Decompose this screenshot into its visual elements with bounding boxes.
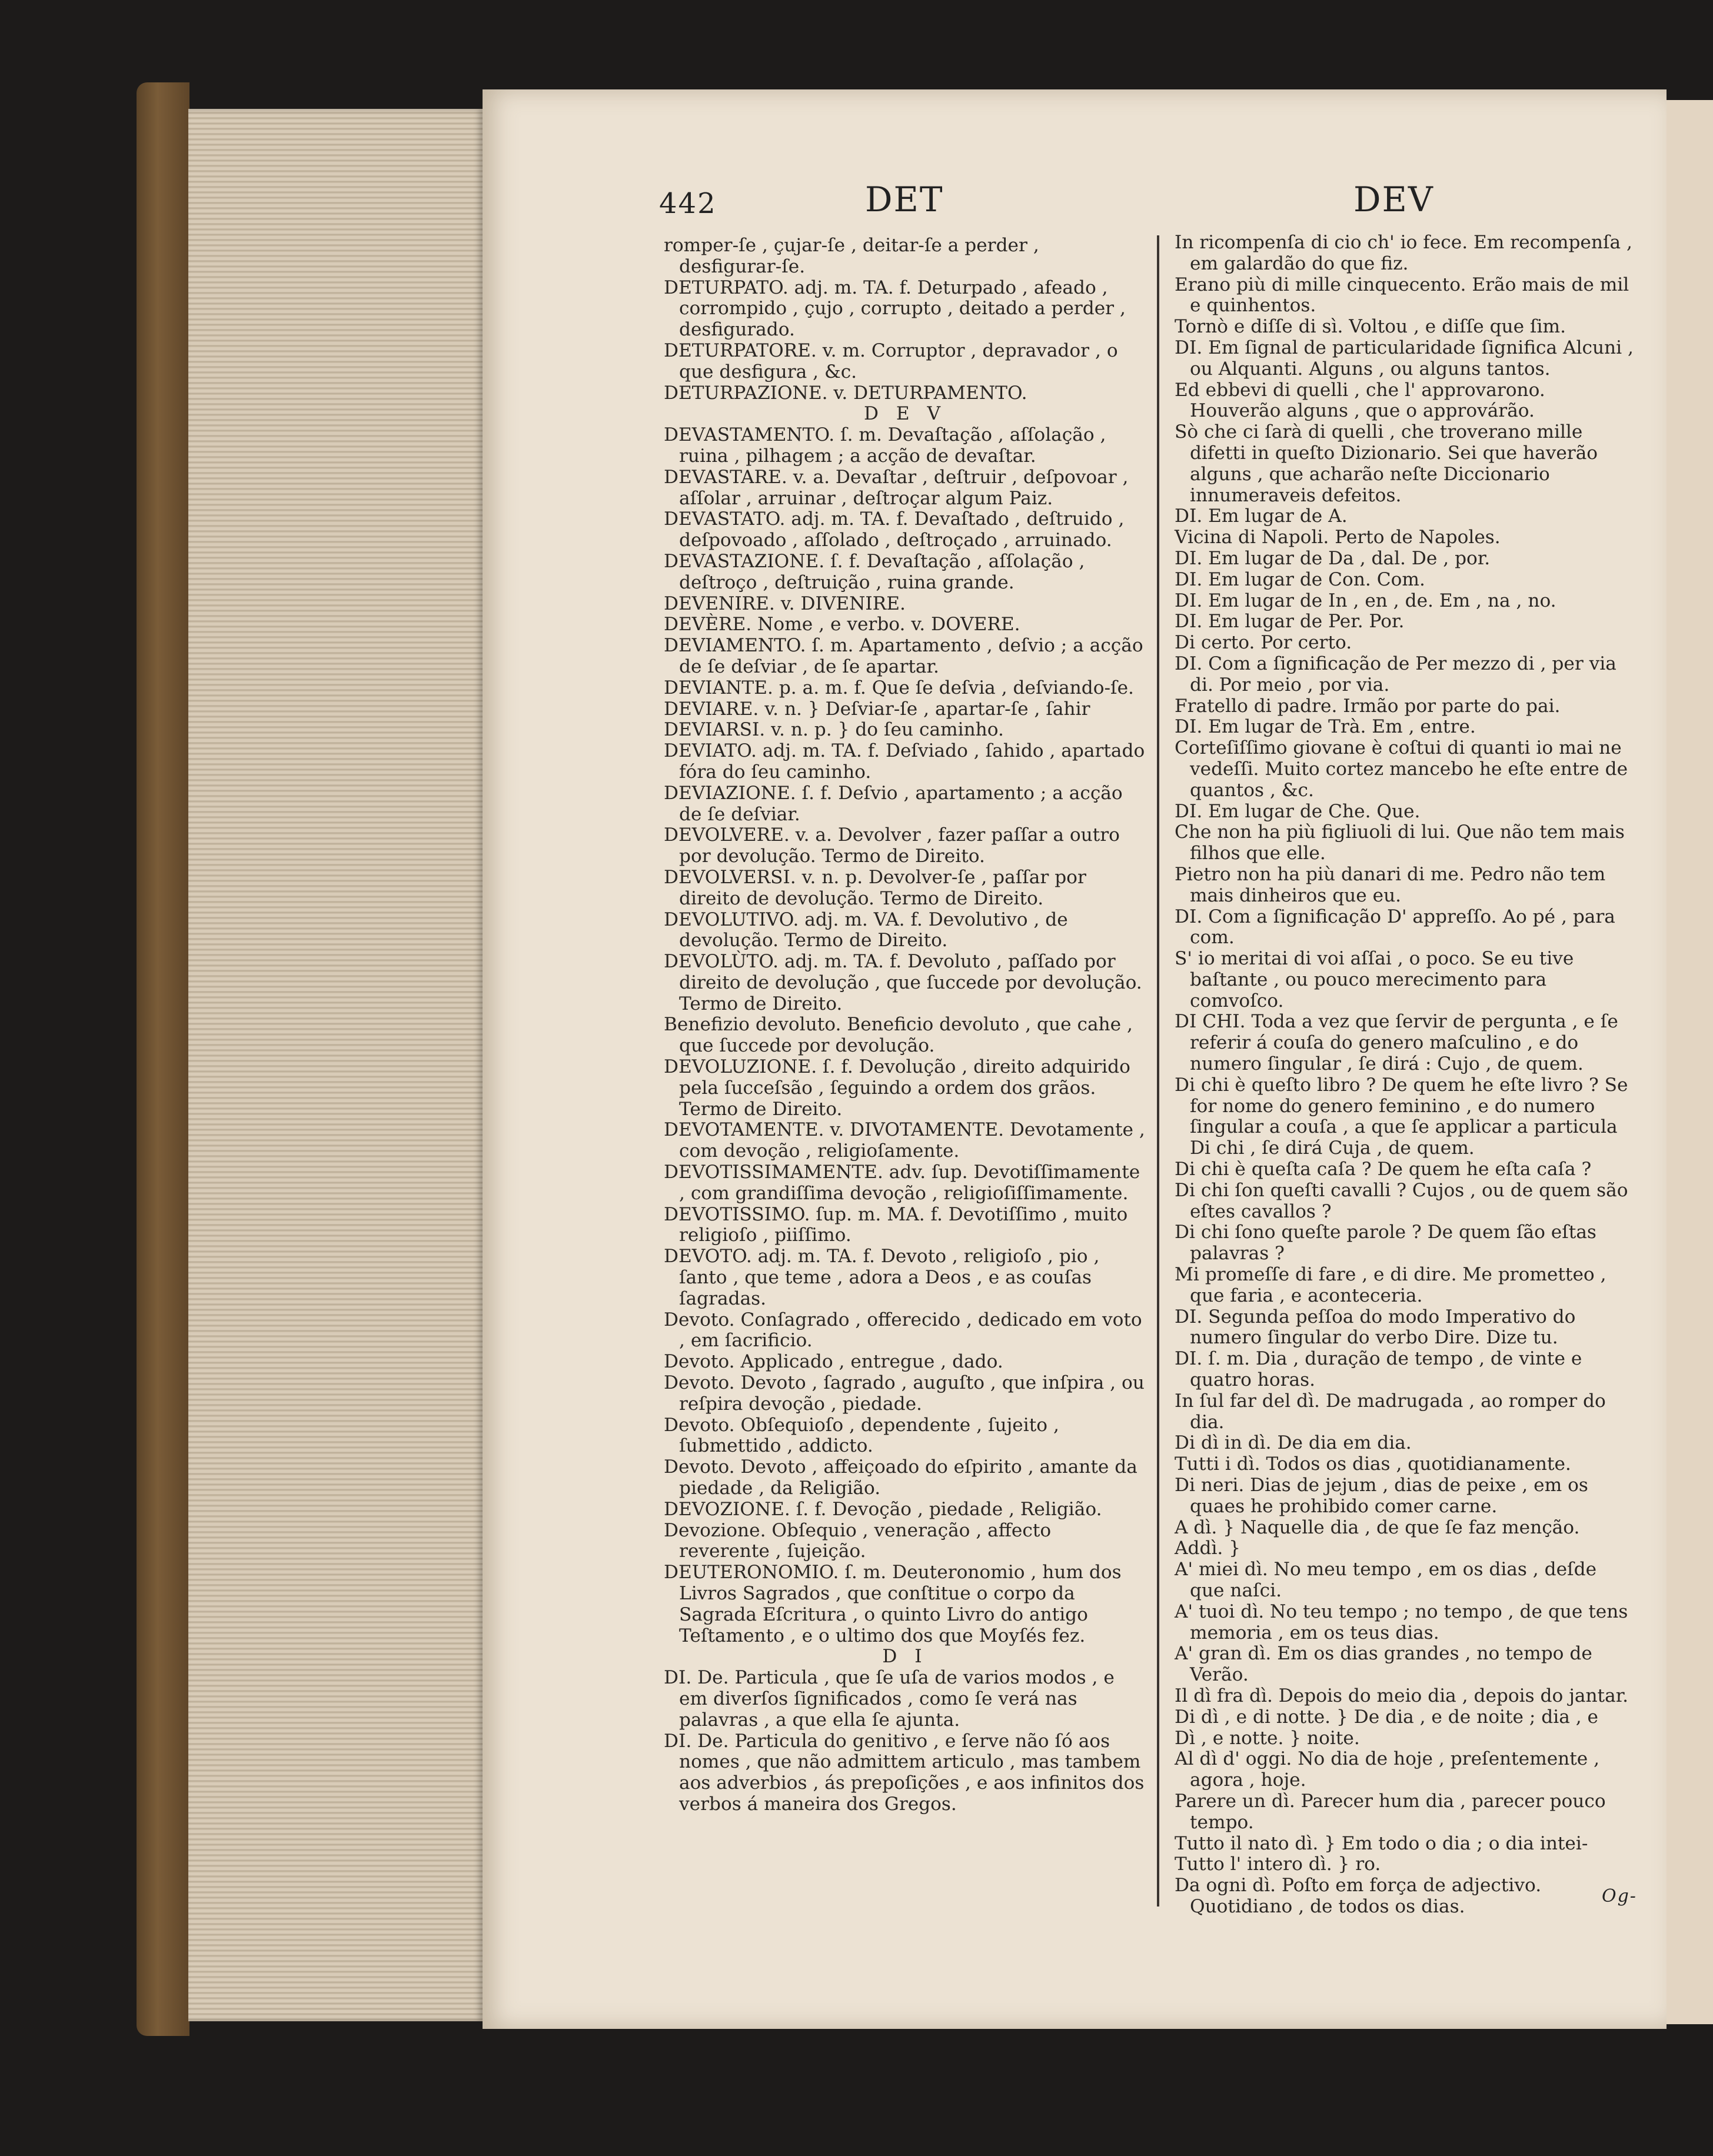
entry-line: DEVENIRE. v. DIVENIRE.: [664, 593, 906, 614]
entry-line: Dì , e notte. } noite.: [1175, 1727, 1360, 1749]
entry-line: Tutti i dì. Todos os dias , quotidianamente.: [1175, 1453, 1571, 1475]
entry-line: Tornò e diſſe di sì. Voltou , e diſſe que ſim.: [1175, 316, 1566, 338]
entry-line: Vicina di Napoli. Perto de Napoles.: [1175, 527, 1501, 548]
entry-line: Mi promeſſe di fare , e di dire. Me prometteo , que faria , e aconteceria.: [1175, 1264, 1606, 1306]
column-rule: [1157, 235, 1159, 1907]
entry-line: Fratello di padre. Irmão por parte do pai.: [1175, 695, 1561, 717]
entry-line: Di dì , e di notte. } De dia , e de noite ; dia , e: [1175, 1706, 1599, 1728]
entry-line: DEVOLUTIVO. adj. m. VA. f. Devolutivo , de devolução. Termo de Direito.: [664, 909, 1068, 951]
entry-line: Di chi è queſto libro ? De quem he eſte livro ? Se for nome do genero feminino , e do numero ſingular a couſa , a que ſe applicar a particula Di chi , ſe dirá Cuja , de quem.: [1175, 1074, 1628, 1159]
entry-line: DEVASTARE. v. a. Devaſtar , deſtruir , deſpovoar , aſſolar , arruinar , deſtroçar algum Paiz.: [664, 466, 1129, 509]
entry-line: Addì. }: [1175, 1538, 1241, 1559]
page-edges: [188, 109, 483, 2021]
entry-line: DI. Em lugar de In , en , de. Em , na , no.: [1175, 590, 1556, 611]
entry-line: DEVASTAMENTO. ſ. m. Devaſtação , aſſolação , ruina , pilhagem ; a acção de devaſtar.: [664, 424, 1106, 467]
entry-line: DEVÈRE. Nome , e verbo. v. DOVERE.: [664, 614, 1020, 636]
entry-line: DI. Em lugar de Da , dal. De , por.: [1175, 547, 1491, 569]
entry-line: DEVOTISSIMAMENTE. adv. ſup. Devotiſſimamente , com grandiſſima devoção , religioſiſſimamente.: [664, 1162, 1140, 1204]
entry-line: Di certo. Por certo.: [1175, 632, 1352, 654]
entry-line: In ſul far del dì. De madrugada , ao romper do dia.: [1175, 1390, 1606, 1433]
entry-line: Il dì fra dì. Depois do meio dia , depois do jantar.: [1175, 1685, 1629, 1706]
catchword: Og-: [1602, 1886, 1637, 1907]
left-column: [664, 235, 1146, 1815]
right-running-head: DEV: [1353, 179, 1434, 219]
entry-line: DI. Em ſignal de particularidade ſignifica Alcuni , ou Alquanti. Alguns , ou alguns tantos.: [1175, 337, 1634, 380]
entry-line: DEVOLVERSI. v. n. p. Devolver-ſe , paſſar por direito de devolução. Termo de Direito.: [664, 866, 1086, 909]
entry-line: DEVOZIONE. ſ. f. Devoção , piedade , Religião.: [664, 1498, 1102, 1520]
entry-line: DEVOTAMENTE. v. DIVOTAMENTE. Devotamente , com devoção , religioſamente.: [664, 1119, 1145, 1162]
entry-line: Di chi ſono queſte parole ? De quem ſão eſtas palavras ?: [1175, 1222, 1596, 1265]
left-running-head: DET: [865, 179, 944, 219]
entry-line: Di neri. Dias de jejum , dias de peixe , em os quaes he prohibido comer carne.: [1175, 1475, 1588, 1517]
right-column: [1175, 232, 1634, 1918]
entry-line: DEVOTO. adj. m. TA. f. Devoto , religioſo , pio , ſanto , que teme , adora a Deos , e as couſas ſagradas.: [664, 1246, 1100, 1309]
entry-line: Devoto. Applicado , entregue , dado.: [664, 1351, 1003, 1373]
entry-line: DI. Segunda peſſoa do modo Imperativo do numero ſingular do verbo Dire. Dize tu.: [1175, 1306, 1576, 1349]
entry-line: DI CHI. Toda a vez que ſervir de pergunta , e ſe referir á couſa do genero maſculino , e do numero ſingular , ſe dirá : Cujo , de quem.: [1175, 1011, 1618, 1075]
entry-line: Devoto. Conſagrado , offerecido , dedicado em voto , em ſacrificio.: [664, 1309, 1142, 1352]
entry-line: Al dì d' oggi. No dia de hoje , preſentemente , agora , hoje.: [1175, 1748, 1600, 1791]
entry-line: A' gran dì. Em os dias grandes , no tempo de Verão.: [1175, 1643, 1592, 1686]
page-number: 442: [659, 187, 717, 220]
entry-line: Di dì in dì. De dia em dia.: [1175, 1432, 1412, 1454]
entry-line: Tutto il nato dì. } Em todo o dia ; o dia intei-: [1175, 1832, 1588, 1854]
entry-line: DI. De. Particula , que ſe uſa de varios modos , e em diverſos ſignificados , como ſe verá nas palavras , a que ella ſe ajunta.: [664, 1667, 1115, 1731]
entry-line: A' tuoi dì. No teu tempo ; no tempo , de que tens memoria , em os teus dias.: [1175, 1601, 1628, 1643]
facing-page-edge: [1667, 100, 1713, 2024]
entry-line: In ricompenſa di cio ch' io fece. Em recompenſa , em galardão do que fiz.: [1175, 232, 1632, 274]
entry-line: DI. Em lugar de A.: [1175, 505, 1348, 527]
entry-line: DEUTERONOMIO. ſ. m. Deuteronomio , hum dos Livros Sagrados , que conſtitue o corpo da Sagrada Eſcritura , o quinto Livro do antigo Teſtamento , e o ultimo dos que Moyſés fez.: [664, 1562, 1122, 1646]
entry-line: DEVIARE. v. n. } Deſviar-ſe , apartar-ſe , ſahir: [664, 698, 1090, 720]
entry-line: Di chi è queſta caſa ? De quem he eſta caſa ?: [1175, 1159, 1592, 1180]
entry-line: Sò che ci ſarà di quelli , che troverano mille difetti in queſto Dizionario. Sei que haverão alguns , que acharão neſte Diccionario innumeraveis defeitos.: [1175, 421, 1598, 506]
entry-line: DEVOLVERE. v. a. Devolver , fazer paſſar a outro por devolução. Termo de Direito.: [664, 824, 1120, 867]
entry-line: Ed ebbevi di quelli , che l' approvarono. Houverão alguns , que o approvárão.: [1175, 379, 1545, 422]
entry-line: Devoto. Obſequioſo , dependente , ſujeito , ſubmettido , addicto.: [664, 1414, 1059, 1457]
entry-line: Parere un dì. Parecer hum dia , parecer pouco tempo.: [1175, 1790, 1606, 1833]
entry-line: Da ogni dì. Poſto em força de adjectivo. Quotidiano , de todos os dias.: [1175, 1875, 1542, 1917]
entry-line: DEVIAMENTO. ſ. m. Apartamento , deſvio ; a acção de ſe deſviar , de ſe apartar.: [664, 635, 1143, 677]
entry-line: D E V: [863, 403, 947, 425]
entry-line: DI. Em lugar de Che. Que.: [1175, 800, 1421, 822]
entry-line: Di chi ſon queſti cavalli ? Cujos , ou de quem são eſtes cavallos ?: [1175, 1179, 1628, 1222]
entry-line: DI. De. Particula do genitivo , e ſerve não ſó aos nomes , que não admittem articulo , mas tambem aos adverbios , ás prepoſições , e aos infinitos dos verbos á maneira dos Gregos.: [664, 1730, 1145, 1815]
entry-line: DEVIATO. adj. m. TA. f. Deſviado , ſahido , apartado fóra do ſeu caminho.: [664, 740, 1145, 783]
entry-line: romper-ſe , çujar-ſe , deitar-ſe a perder , desfigurar-ſe.: [664, 235, 1039, 277]
entry-line: Devoto. Devoto , ſagrado , auguſto , que inſpira , ou reſpira devoção , piedade.: [664, 1372, 1145, 1415]
entry-line: DEVIARSI. v. n. p. } do ſeu caminho.: [664, 719, 1004, 741]
entry-line: DEVOLUZIONE. ſ. f. Devolução , direito adquirido pela ſucceſsão , ſeguindo a ordem dos grãos. Termo de Direito.: [664, 1056, 1130, 1120]
entry-line: S' io meritai di voi aſſai , o poco. Se eu tive baſtante , ou pouco merecimento para comvoſco.: [1175, 948, 1574, 1012]
entry-line: Pietro non ha più danari di me. Pedro não tem mais dinheiros que eu.: [1175, 863, 1606, 906]
entry-line: Erano più di mille cinquecento. Erão mais de mil e quinhentos.: [1175, 274, 1629, 317]
entry-line: DI. Com a ſignificação D' appreſſo. Ao pé , para com.: [1175, 906, 1615, 949]
entry-line: DEVASTATO. adj. m. TA. f. Devaſtado , deſtruido , deſpovoado , aſſolado , deſtroçado , arruinado.: [664, 508, 1125, 551]
entry-line: DI. Com a ſignificação de Per mezzo di , per via di. Por meio , por via.: [1175, 653, 1616, 696]
book-cover: [137, 82, 189, 2036]
entry-line: Benefizio devoluto. Beneficio devoluto , que cahe , que ſuccede por devolução.: [664, 1014, 1133, 1057]
entry-line: DI. Em lugar de Per. Por.: [1175, 611, 1405, 633]
entry-line: DEVASTAZIONE. ſ. f. Devaſtação , aſſolação , deſtroço , deſtruição , ruina grande.: [664, 550, 1085, 593]
entry-line: DEVOTISSIMO. ſup. m. MA. f. Devotiſſimo , muito religioſo , piiſſimo.: [664, 1203, 1128, 1246]
entry-line: D I: [882, 1646, 928, 1668]
entry-line: A dì. } Naquelle dia , de que ſe faz menção.: [1175, 1516, 1580, 1538]
entry-line: Che non ha più figliuoli di lui. Que não tem mais filhos que elle.: [1175, 821, 1625, 864]
entry-line: DI. Em lugar de Con. Com.: [1175, 568, 1425, 590]
entry-line: Devozione. Obſequio , veneração , affecto reverente , ſujeição.: [664, 1519, 1052, 1562]
entry-line: DEVIAZIONE. ſ. f. Deſvio , apartamento ; a acção de ſe deſviar.: [664, 782, 1123, 825]
entry-line: DEVIANTE. p. a. m. f. Que ſe deſvia , deſviando-ſe.: [664, 677, 1134, 698]
entry-line: DEVOLÙTO. adj. m. TA. f. Devoluto , paſſado por direito de devolução , que ſuccede por devolução. Termo de Direito.: [664, 951, 1142, 1014]
entry-line: A' miei dì. No meu tempo , em os dias , deſde que naſci.: [1175, 1559, 1597, 1601]
entry-line: Tutto l' intero dì. } ro.: [1175, 1854, 1381, 1875]
entry-line: Devoto. Devoto , affeiçoado do eſpirito , amante da piedade , da Religião.: [664, 1456, 1137, 1499]
entry-line: Corteſiſſimo giovane è coſtui di quanti io mai ne vedeſſi. Muito cortez mancebo he eſte entre de quantos , &c.: [1175, 737, 1628, 801]
entry-line: DI. Em lugar de Trà. Em , entre.: [1175, 716, 1476, 738]
entry-line: DETURPAZIONE. v. DETURPAMENTO.: [664, 382, 1027, 404]
entry-line: DI. ſ. m. Dia , duração de tempo , de vinte e quatro horas.: [1175, 1348, 1582, 1391]
entry-line: DETURPATORE. v. m. Corruptor , depravador , o que desfigura , &c.: [664, 340, 1118, 382]
entry-line: DETURPATO. adj. m. TA. f. Deturpado , afeado , corrompido , çujo , corrupto , deitado a perder , desfigurado.: [664, 277, 1126, 341]
